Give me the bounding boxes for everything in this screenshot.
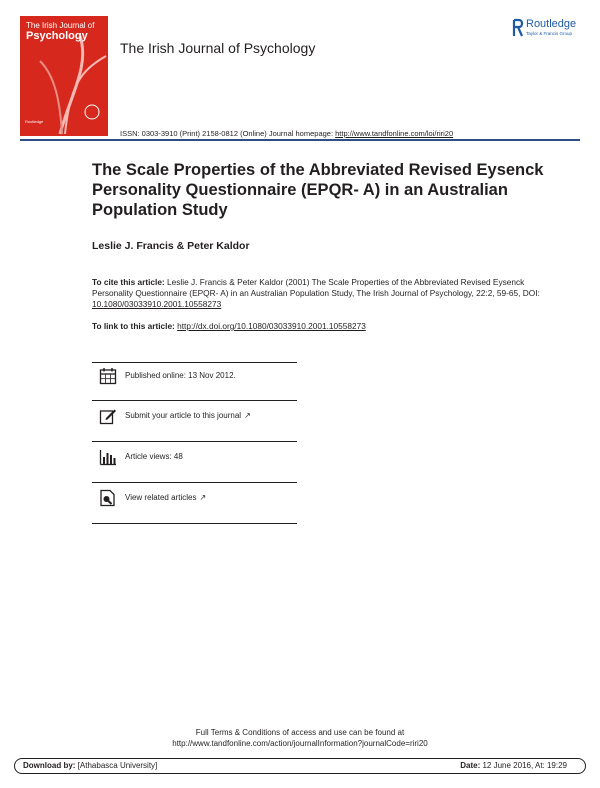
publisher-logo [512,18,592,40]
related-articles-icon [99,489,117,507]
logo-tagline: Taylor & Francis Group [526,31,573,36]
cover-title [26,21,94,42]
cover-publisher: Routledge [25,119,44,124]
header-divider [20,139,580,141]
submit-article-row[interactable] [92,402,297,443]
published-online-text: Published online: 13 Nov 2012. [125,371,236,380]
cover-title-line1: The Irish Journal of [26,21,95,30]
info-divider [92,482,297,483]
external-link-icon: ↗ [244,411,251,420]
cite-label: To cite this article: [92,277,165,287]
external-link-icon: ↗ [199,493,207,502]
article-views-text: Article views: 48 [125,452,183,461]
download-info-bar [14,758,586,774]
downloaded-by-label: Download by: [23,761,76,770]
issn-line [120,129,453,138]
submit-article-text: Submit your article to this journal [125,411,242,420]
downloaded-by [23,761,157,770]
journal-homepage-link[interactable]: http://www.tandfonline.com/loi/riri20 [335,129,454,138]
download-date-value: 12 June 2016, At: 19:29 [482,761,567,770]
logo-wordmark: Routledge [526,18,577,30]
article-title: The Scale Properties of the Abbreviated Revised Eysenck Personality Questionnaire (EPQR- A) in an Australian Population Study [92,161,544,219]
published-online-row [92,362,297,403]
article-authors: Leslie J. Francis & Peter Kaldor [92,240,250,252]
bar-chart-icon [99,448,117,466]
calendar-icon [99,367,117,385]
edit-icon [99,407,117,425]
info-divider [92,400,297,401]
journal-cover-image [20,16,108,136]
terms-text: Full Terms & Conditions of access and use can be found at [195,728,405,737]
submit-article-link[interactable] [125,411,251,420]
article-views-row [92,443,297,484]
related-articles-row[interactable] [92,484,297,525]
article-doi-link[interactable]: http://dx.doi.org/10.1080/03033910.2001.10558273 [177,321,366,331]
routledge-logo-icon [512,18,524,38]
cite-doi-link[interactable]: 10.1080/03033910.2001.10558273 [92,299,222,309]
cover-title-line2: Psychology [26,30,88,42]
related-articles-link[interactable] [125,493,206,502]
link-label: To link to this article: [92,321,175,331]
related-articles-text: View related articles [125,493,197,502]
article-link-line [92,321,366,332]
cite-text: Leslie J. Francis & Peter Kaldor (2001) The Scale Properties of the Abbreviated Revised Eysenck Personality Questionnaire (EPQR- A) in an Australian Population Study, The Irish Journal of Psychology, 22:2, 59-65, DOI: [92,277,540,298]
downloaded-by-value: [Athabasca University] [77,761,158,770]
info-divider [92,441,297,442]
terms-url[interactable]: http://www.tandfonline.com/action/journalInformation?journalCode=riri20 [172,739,428,748]
download-date [460,761,567,770]
info-divider [92,523,297,524]
issn-text: ISSN: 0303-3910 (Print) 2158-0812 (Online) Journal homepage: [120,129,334,138]
download-date-label: Date: [460,761,481,770]
citation-block [92,277,562,310]
journal-name: The Irish Journal of Psychology [120,40,316,56]
